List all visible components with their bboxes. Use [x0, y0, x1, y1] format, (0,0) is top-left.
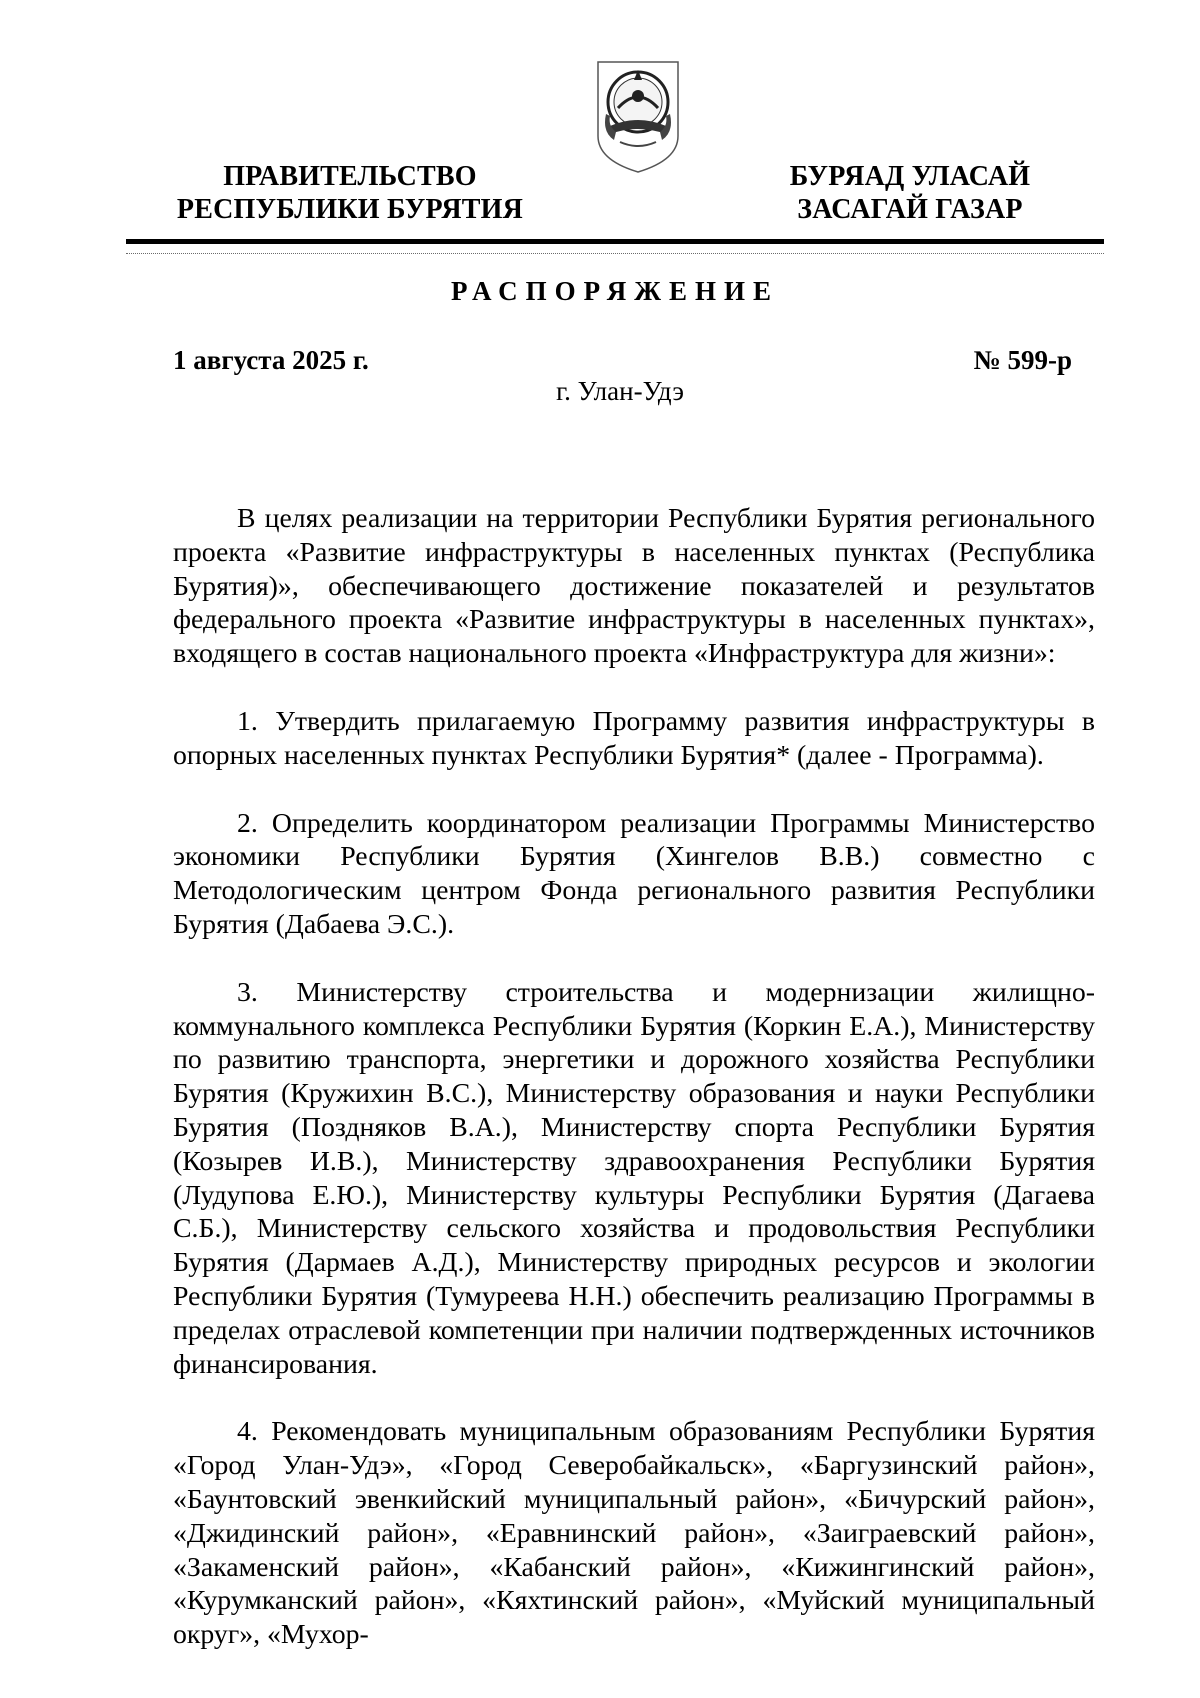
government-name-buryat-line2: ЗАСАГАЙ ГАЗАР	[797, 194, 1023, 225]
header-divider-thick	[126, 239, 1104, 244]
clause-paragraph-2: 2. Определить координатором реализации Программы Министерство экономики Республики Бурятия (Хингелов В.В.) совместно с Методологическим центром Фонда регионального развития Республики Бурятия (Дабаева Э.С.).	[173, 807, 1095, 940]
government-name-russian-line2: РЕСПУБЛИКИ БУРЯТИЯ	[176, 194, 524, 225]
document-date: 1 августа 2025 г.	[173, 345, 369, 375]
coat-of-arms-icon	[592, 56, 684, 176]
document-type-title: РАСПОРЯЖЕНИЕ	[450, 276, 780, 306]
government-name-buryat	[720, 160, 1100, 226]
preamble-paragraph: В целях реализации на территории Республики Бурятия регионального проекта «Развитие инфраструктуры в населенных пунктах (Республика Бурятия)», обеспечивающего достижение показателей и результатов федерального проекта «Развитие инфраструктуры в населенных пунктах», входящего в состав национального проекта «Инфраструктура для жизни»:	[173, 503, 1095, 670]
clause-paragraph-3: 3. Министерству строительства и модернизации жилищно-коммунального комплекса Республики Бурятия (Коркин Е.А.), Министерству по развитию транспорта, энергетики и дорожного хозяйства Республики Бурятия (Кружихин В.С.), Министерству образования и науки Республики Бурятия (Поздняков В.А.), Министерству спорта Республики Бурятия (Козырев И.В.), Министерству здравоохранения Республики Бурятия (Лудупова Е.Ю.), Министерству культуры Республики Бурятия (Дагаева С.Б.), Министерству сельского хозяйства и продовольствия Республики Бурятия (Дармаев А.Д.), Министерству природных ресурсов и экологии Республики Бурятия (Тумуреева Н.Н.) обеспечить реализацию Программы в пределах отраслевой компетенции при наличии подтвержденных источников финансирования.	[173, 976, 1095, 1380]
government-name-russian-line1: ПРАВИТЕЛЬСТВО	[223, 161, 477, 192]
clause-paragraph-4: 4. Рекомендовать муниципальным образованиям Республики Бурятия «Город Улан-Удэ», «Город Северобайкальск», «Баргузинский район», «Баунтовский эвенкийский муниципальный район», «Бичурский район», «Джидинский район», «Еравнинский район», «Заиграевский район», «Закаменский район», «Кабанский район», «Кижингинский район», «Курумканский район», «Кяхтинский район», «Муйский муниципальный округ», «Мухор-	[173, 1416, 1095, 1651]
document-body	[173, 502, 1095, 1686]
document-city: г. Улан-Удэ	[556, 376, 684, 406]
government-name-russian	[150, 160, 550, 226]
header-divider-thin	[126, 253, 1104, 254]
government-name-buryat-line1: БУРЯАД УЛАСАЙ	[789, 161, 1031, 192]
clause-paragraph-1: 1. Утвердить прилагаемую Программу развития инфраструктуры в опорных населенных пунктах Республики Бурятия* (далее - Программа).	[173, 705, 1095, 771]
document-number: № 599-р	[973, 345, 1072, 375]
